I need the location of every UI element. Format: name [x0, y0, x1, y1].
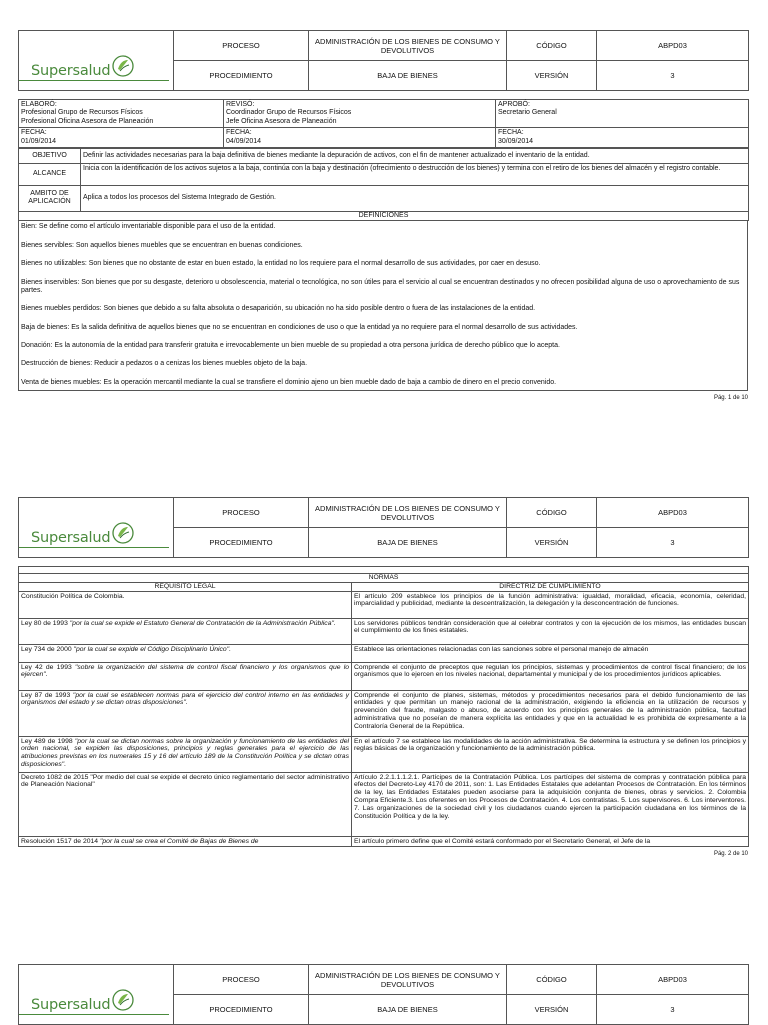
fecha-label: FECHA: [226, 129, 252, 137]
definicion-item: Bienes servibles: Son aquellos bienes muebles que se encuentran en buenas condiciones. [21, 241, 303, 249]
procedimiento-label: PROCEDIMIENTO [174, 528, 309, 558]
supersalud-leaf-icon [111, 521, 135, 545]
fecha-aprobo: 30/09/2014 [498, 137, 534, 145]
ambito-label: AMBITO DE APLICACIÓN [19, 185, 81, 211]
definicion-item: Bien: Se define como el artículo inventariable disponible para el uso de la entidad. [21, 223, 276, 231]
supersalud-logo-text: Supersalud [31, 996, 111, 1013]
reviso-label: REVISÓ: [226, 101, 255, 108]
table-row-directriz: Los servidores públicos tendrán consideración que al celebrar contratos y con la ejecución de los mismos, las entidades buscan el cumplimiento de los fines estatales. [352, 618, 749, 644]
table-row-requisito [19, 662, 352, 690]
requisito-italic: "por la cual se dictan normas sobre la organización y funcionamiento de las entidades del orden nacional, se expiden las disposiciones, principios y reglas generales para el ejercicio de las atribuciones previstas en los numerales 15 y 16 del artículo 189 de la Constitución Política y se dictan otras disposiciones". [21, 737, 349, 769]
supersalud-leaf-icon [111, 988, 135, 1012]
table-row-directriz: En el artículo 7 se establece las modalidades de la acción administrativa. Se determina la estructura y se definen los principios y reglas básicas de la organización y funcionamiento de la administración pública. [352, 736, 749, 772]
fecha-elaboro: 01/09/2014 [21, 137, 57, 145]
fecha-label: FECHA: [498, 129, 524, 137]
definicion-item: Donación: Es la autonomía de la entidad para transferir gratuita e irrevocablemente un bien mueble de su propiedad a otra persona jurídica de derecho público que lo acepta. [21, 342, 560, 350]
normas-table [18, 566, 749, 847]
page-2 [18, 497, 748, 859]
definicion-item: Bienes muebles perdidos: Son bienes que debido a su falta absoluta o desaparición, su ubicación no ha sido posible dentro o fuera de las instalaciones de la entidad. [21, 305, 536, 313]
page-1 [18, 30, 748, 402]
requisito-text: Ley 734 de 2000 [21, 645, 74, 653]
fecha-aprobo-cell [496, 128, 749, 148]
codigo-label: CÓDIGO [507, 965, 597, 995]
aprobo-label: APROBÓ: [498, 101, 530, 108]
logo-underline [19, 80, 169, 81]
logo-underline [19, 547, 169, 548]
requisito-text: Ley 42 de 1993 [21, 663, 75, 671]
proceso-label: PROCESO [174, 498, 309, 528]
reviso-line-1: Coordinador Grupo de Recursos Físicos [226, 109, 352, 117]
proceso-label: PROCESO [174, 965, 309, 995]
reviso-line-2: Jefe Oficina Asesora de Planeación [226, 117, 337, 125]
logo-cell [19, 31, 174, 91]
table-row-directriz: El artículo primero define que el Comité estará conformado por el Secretario General, el Jefe de la [352, 836, 749, 847]
requisito-italic: "por la cual se crea el Comité de Bajas de Bienes de [99, 837, 259, 845]
version-label: VERSIÓN [507, 528, 597, 558]
definiciones-heading: DEFINICIONES [19, 211, 749, 220]
logo-cell [19, 965, 174, 1025]
elaboro-line-2: Profesional Oficina Asesora de Planeación [21, 117, 154, 125]
table-row-requisito [19, 736, 352, 772]
codigo-value: ABPD03 [597, 31, 749, 61]
table-row-requisito [19, 644, 352, 662]
requisito-text: Constitución Política de Colombia. [21, 592, 125, 600]
table-row-directriz: Establece las orientaciones relacionadas con las sanciones sobre el personal manejo de almacén [352, 644, 749, 662]
scope-table [18, 148, 749, 221]
definiciones-list [18, 221, 748, 391]
table-row-requisito [19, 772, 352, 836]
page-3 [18, 964, 748, 1025]
table-row-directriz: Comprende el conjunto de preceptos que regulan los principios, sistemas y procedimientos de control fiscal financiero; de los organismos que lo ejercen en los niveles nacional, departamental y municipal y de los procedimientos jurídicos aplicables. [352, 662, 749, 690]
version-label: VERSIÓN [507, 61, 597, 91]
page-1-header [18, 30, 749, 91]
supersalud-logo-text: Supersalud [31, 62, 111, 79]
requisito-italic: "por la cual se expide el Código Disciplinario Único". [73, 645, 232, 653]
requisito-text: Decreto 1082 de 2015 "Por medio del cual se expide el decreto único reglamentario del sector administrativo de Planeación Nacional" [21, 773, 349, 789]
directriz-heading: DIRECTRIZ DE CUMPLIMIENTO [352, 582, 749, 591]
fecha-reviso-cell [224, 128, 496, 148]
spacer-row [19, 567, 749, 574]
alcance-label: ALCANCE [19, 163, 81, 185]
requisito-text: Ley 489 de 1998 [21, 737, 75, 745]
requisito-text: Ley 87 de 1993 [21, 691, 73, 699]
procedimiento-label: PROCEDIMIENTO [174, 995, 309, 1025]
page-2-header [18, 497, 749, 558]
normas-heading: NORMAS [19, 574, 749, 583]
requisito-text: Ley 80 de 1993 [21, 619, 70, 627]
ambito-text: Aplica a todos los procesos del Sistema Integrado de Gestión. [81, 185, 749, 211]
elaboro-label: ELABORÓ: [21, 101, 57, 108]
definicion-item: Baja de bienes: Es la salida definitiva de aquellos bienes que no se encuentran en condiciones de uso o que la entidad ya no requiere para el normal desarrollo de sus actividades. [21, 323, 578, 331]
proceso-value: ADMINISTRACIÓN DE LOS BIENES DE CONSUMO Y DEVOLUTIVOS [309, 965, 507, 995]
supersalud-leaf-icon [111, 54, 135, 78]
codigo-label: CÓDIGO [507, 498, 597, 528]
aprobo-line-1: Secretario General [498, 109, 557, 117]
table-row-directriz: Artículo 2.2.1.1.1.2.1. Partícipes de la Contratación Pública. Los partícipes del sistema de compras y contratación pública para efectos del Decreto-Ley 4170 de 2011, son: 1. Las Entidades Estatales que adelantan Procesos de Contratación. En los términos de la ley, las Entidades Estatales pueden asociarse para la adquisición conjunta de bienes, obras y servicios. 2. Colombia Compra Eficiente.3. Los oferentes en los Procesos de Contratación. 4. Los contratistas. 5. Los supervisores. 6. Los interventores. 7. Las organizaciones de la sociedad civil y los ciudadanos cuando ejercen la participación ciudadana en los términos de la Constitución Política y de la ley. [352, 772, 749, 836]
version-value: 3 [597, 61, 749, 91]
fecha-label: FECHA: [21, 129, 47, 137]
proceso-value: ADMINISTRACIÓN DE LOS BIENES DE CONSUMO Y DEVOLUTIVOS [309, 31, 507, 61]
logo-cell [19, 498, 174, 558]
procedimiento-value: BAJA DE BIENES [309, 528, 507, 558]
procedimiento-value: BAJA DE BIENES [309, 995, 507, 1025]
definicion-item: Destrucción de bienes: Reducir a pedazos o a cenizas los bienes muebles objeto de la baja. [21, 360, 308, 368]
page-3-header [18, 964, 749, 1025]
table-row-directriz: El artículo 209 establece los principios de la función administrativa: igualdad, moralidad, eficacia, economía, celeridad, imparcialidad y publicidad, mediante la descentralización, la delegación y la desconcentración de funciones. [352, 591, 749, 618]
proceso-value: ADMINISTRACIÓN DE LOS BIENES DE CONSUMO Y DEVOLUTIVOS [309, 498, 507, 528]
page-number: Pág. 1 de 10 [713, 395, 748, 402]
elaboro-cell [19, 100, 224, 128]
objetivo-label: OBJETIVO [19, 148, 81, 163]
requisito-italic: "por la cual se establecen normas para el ejercicio del control interno en las entidades y organismos del estado y se dictan otras disposiciones". [21, 691, 349, 707]
table-row-requisito [19, 836, 352, 847]
codigo-label: CÓDIGO [507, 31, 597, 61]
procedimiento-label: PROCEDIMIENTO [174, 61, 309, 91]
fecha-reviso: 04/09/2014 [226, 137, 262, 145]
requisito-legal-heading: REQUISITO LEGAL [19, 582, 352, 591]
elaboro-line-1: Profesional Grupo de Recursos Físicos [21, 109, 143, 117]
aprobo-cell [496, 100, 749, 128]
procedimiento-value: BAJA DE BIENES [309, 61, 507, 91]
requisito-italic: "por la cual se expide el Estatuto General de Contratación de la Administración Pública". [69, 619, 336, 627]
requisito-italic: "sobre la organización del sistema de control fiscal financiero y los organismos que lo ejercen". [21, 663, 349, 679]
version-label: VERSIÓN [507, 995, 597, 1025]
version-value: 3 [597, 995, 749, 1025]
logo-underline [19, 1014, 169, 1015]
definicion-item: Venta de bienes muebles: Es la operación mercantil mediante la cual se transfiere el dominio ajeno un bien mueble dado de baja a cambio de dinero en el precio convenido. [21, 378, 557, 386]
objetivo-text: Definir las actividades necesarias para la baja definitiva de bienes mediante la depuración de activos, con el fin de mantener actualizado el inventario de la entidad. [81, 148, 749, 163]
table-row-directriz: Comprende el conjunto de planes, sistemas, métodos y procedimientos necesarios para el debido funcionamiento de las entidades y que permitan un manejo racional de la administración, exigiendo la eficiencia en la utilización de recursos y prevención del fraude, malgasto o abuso, de acuerdo con los principios generales de la administración pública, facultad administrativa que no poseían de manera explícita las entidades y que en la actualidad le es prohibida de expresamente a la Contraloría General de la República. [352, 690, 749, 736]
table-row-requisito [19, 618, 352, 644]
codigo-value: ABPD03 [597, 965, 749, 995]
reviso-cell [224, 100, 496, 128]
codigo-value: ABPD03 [597, 498, 749, 528]
approval-table [18, 99, 749, 148]
table-row-requisito [19, 690, 352, 736]
definicion-item: Bienes no utilizables: Son bienes que no obstante de estar en buen estado, la entidad no los requiere para el normal desarrollo de sus actividades, por caer en desuso. [21, 260, 541, 268]
version-value: 3 [597, 528, 749, 558]
fecha-elaboro-cell [19, 128, 224, 148]
page-number: Pág. 2 de 10 [713, 851, 748, 858]
requisito-text: Resolución 1517 de 2014 [21, 837, 100, 845]
supersalud-logo-text: Supersalud [31, 529, 111, 546]
definicion-item: Bienes inservibles: Son bienes que por su desgaste, deterioro u obsolescencia, material o tecnológica, no son útiles para el servicio al cual se encuentran destinados y no ofrecen posibilidad alguna de uso o aprovechamiento de sus partes. [21, 278, 740, 294]
proceso-label: PROCESO [174, 31, 309, 61]
table-row-requisito [19, 591, 352, 618]
alcance-text: Inicia con la identificación de los activos sujetos a la baja, continúa con la baja y destinación (ofrecimiento o destrucción de los bienes) y termina con el retiro de los bienes del almacén y el registro contable. [81, 163, 749, 185]
